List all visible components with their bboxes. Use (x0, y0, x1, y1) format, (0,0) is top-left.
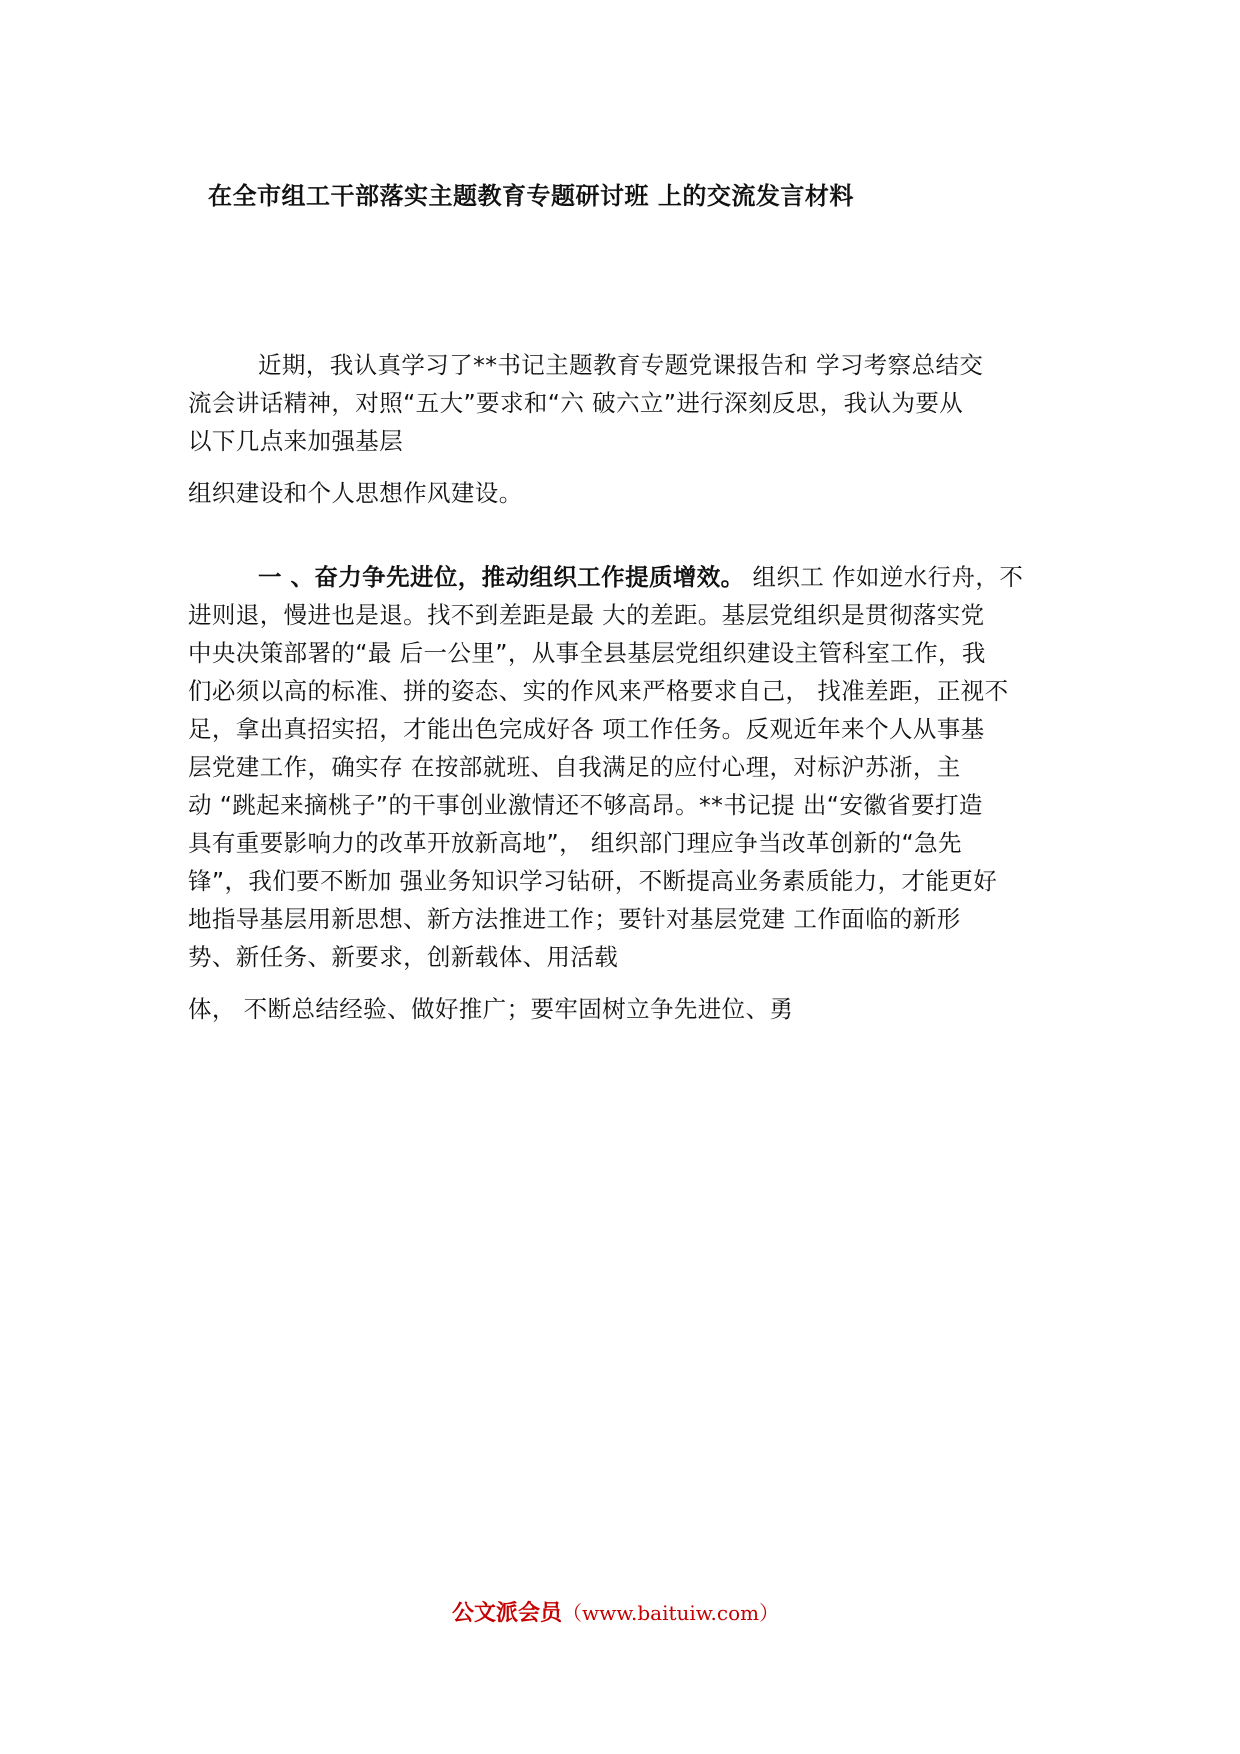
section1-line: 层党建工作，确实存 在按部就班、自我满足的应付心理，对标沪苏浙，主 (188, 753, 961, 781)
intro-line-3: 以下几点来加强基层 (188, 427, 404, 455)
section1-line: 们必须以高的标准、拼的姿态、实的作风来严格要求自己， 找准差距，正视不 (188, 677, 1009, 705)
section1-line: 具有重要影响力的改革开放新高地”， 组织部门理应争当改革创新的“急先 (188, 829, 962, 857)
section1-first-line (258, 558, 1023, 592)
section1-line: 势、新任务、新要求，创新载体、用活载 (188, 943, 619, 971)
footer-url[interactable]: （www.baituiw.com） (562, 1601, 780, 1625)
section1-line: 中央决策部署的“最 后一公里”，从事全县基层党组织建设主管科室工作，我 (188, 639, 986, 667)
section1-line: 地指导基层用新思想、新方法推进工作；要针对基层党建 工作面临的新形 (188, 905, 961, 933)
footer-watermark (452, 1596, 779, 1627)
footer-brand: 公文派会员 (452, 1601, 563, 1626)
section1-line: 锋”，我们要不断加 强业务知识学习钻研，不断提高业务素质能力，才能更好 (188, 867, 998, 895)
section1-line: 体， 不断总结经验、做好推广；要牢固树立争先进位、勇 (188, 995, 794, 1023)
section1-lead: 一 、奋力争先进位，推动组织工作提质增效。 (258, 563, 745, 591)
section1-line: 动 “跳起来摘桃子”的干事创业激情还不够高昂。**书记提 出“安徽省要打造 (188, 791, 983, 819)
section1-line: 进则退，慢进也是退。找不到差距是最 大的差距。基层党组织是贯彻落实党 (188, 601, 985, 629)
intro-line-1: 近期，我认真学习了**书记主题教育专题党课报告和 学习考察总结交 (258, 351, 984, 379)
section1-line: 足，拿出真招实招，才能出色完成好各 项工作任务。反观近年来个人从事基 (188, 715, 985, 743)
section1-first-line-rest: 组织工 作如逆水行舟，不 (744, 563, 1024, 591)
intro-line-2: 流会讲话精神，对照“五大”要求和“六 破六立”进行深刻反思，我认为要从 (188, 389, 964, 417)
document-title: 在全市组工干部落实主题教育专题研讨班 上的交流发言材料 (208, 182, 854, 210)
intro-line-4: 组织建设和个人思想作风建设。 (188, 479, 523, 507)
